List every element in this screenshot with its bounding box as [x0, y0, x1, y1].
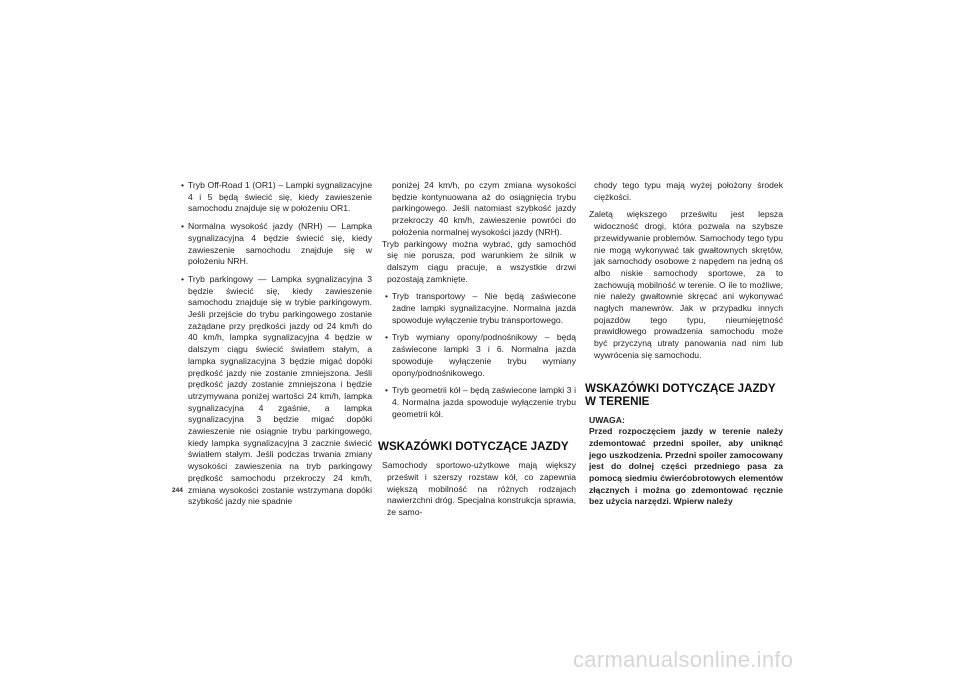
body-paragraph: Zaletą większego prześwitu jest lepsza widoczność drogi, która pozwala na szybsze przewidywanie problemów. Samochody tego typu nie mogą wykonywać tak gwałtownych skrętów, jak samochody osobowe z napędem na jedną oś albo niskie samochody sportowe, za to zachowują mobilność w terenie. O ile to możliwe, nie należy gwałtownie skręcać ani wykonywać nagłych manewrów. Jak w przypadku innych pojazdów tego typu, nieumiejętność prawidłowego prowadzenia samochodu może być przyczyną utraty panowania nad nim lub wywrócenia się samochodu. [589, 209, 783, 360]
list-item-text: Tryb parkingowy — Lampka sygnalizacyjna 3 będzie świecić się, kiedy zawieszenie samochodu znajduje się w trybie parkingowym. Jeśli przejście do trybu parkingowego zostanie zażądane przy prędkości jazdy od 24 km/h do 40 km/h, lampka sygnalizacyjna 4 będzie w dalszym ciągu świecić światłem stałym, a lampka sygnalizacyjna 3 będzie migać dopóki prędkość jazdy nie zostanie zmniejszona. Jeśli prędkość jazdy zostanie zmniejszona i będzie utrzymywana poniżej wartości 24 km/h, lampka sygnalizacyjna 4 zgaśnie, a lampka sygnalizacyjna 3 będzie migać dopóki zawieszenie nie osiągnie trybu parkingowego, kiedy lampka sygnalizacyjna 3 zacznie świecić światłem stałym. Jeśli podczas trwania zmiany wysokości zawieszenia na tryb parkingowy prędkość samochodu przekroczy 24 km/h, zmiana wysokości zostanie wstrzymana dopóki szybkość jazdy nie spadnie [188, 273, 372, 507]
continuation-text: poniżej 24 km/h, po czym zmiana wysokości będzie kontynuowana aż do osiągnięcia trybu parkingowego. Jeśli natomiast szybkość jazdy przekroczy 40 km/h, zawieszenie powróci do położenia normalnej wysokości jazdy (NRH). [392, 180, 576, 237]
bullet: • [385, 291, 389, 302]
bullet: • [181, 273, 185, 284]
list-item [378, 332, 576, 379]
column-left [174, 180, 372, 514]
continuation-text: chody tego typu mają wyżej położony środek ciężkości. [594, 180, 783, 202]
list-item-text: Tryb wymiany opony/podnośnikowy – będą zaświecone lampki 3 i 6. Normalna jazda spowoduje wyłączenie trybu wymiany opony/podnośnikowego. [392, 332, 576, 378]
list-item-text: Normalna wysokość jazdy (NRH) — Lampka sygnalizacyjna 4 będzie świecić się, kiedy zawieszenie samochodu znajduje się w położeniu NRH. [188, 221, 372, 267]
list-item [378, 291, 576, 326]
bullet: • [181, 180, 185, 190]
bullet: • [181, 221, 185, 232]
list-item [174, 180, 372, 215]
section-heading-offroad-tips [585, 382, 783, 408]
column-middle [378, 180, 576, 525]
body-paragraph: Samochody sportowo-użytkowe mają większy prześwit i szerszy rozstaw kół, co zapewnia większą mobilność na różnych rodzajach nawierzchni dróg. Specjalna konstrukcja sprawia, że samo- [382, 460, 576, 518]
column-right [585, 180, 783, 508]
list-item-text: Tryb transportowy – Nie będą zaświecone żadne lampki sygnalizacyjne. Normalna jazda spowoduje wyłączenie trybu transportowego. [392, 291, 576, 325]
bullet: • [385, 332, 389, 343]
bullet: • [385, 385, 389, 396]
heading-line: W TERENIE [585, 394, 650, 408]
note-text: Tryb parkingowy można wybrać, gdy samochód się nie porusza, pod warunkiem że silnik w dalszym ciągu pracuje, a wszystkie drzwi pozostają zamknięte. [382, 238, 576, 284]
list-item [174, 274, 372, 508]
list-item [174, 221, 372, 268]
page-number: 244 [172, 487, 183, 494]
heading-line: WSKAZÓWKI DOTYCZĄCE JAZDY [585, 381, 776, 395]
watermark: carmanualsonline.info [573, 647, 794, 672]
list-item [378, 385, 576, 420]
warning-title: UWAGA: [589, 414, 625, 425]
warning-text: Przed rozpoczęciem jazdy w terenie należy zdemontować przedni spoiler, aby uniknąć jego uszkodzenia. Przedni spoiler zamocowany jest do dolnej części przedniego pasa za pomocą siedmiu ćwierćobrotowych elementów złącznych i można go zdemontować ręcznie bez użycia narzędzi. Wpierw należy [589, 426, 783, 507]
section-heading-driving-tips: WSKAZÓWKI DOTYCZĄCE JAZDY [378, 440, 569, 454]
list-item-text: Tryb geometrii kół – będą zaświecone lampki 3 i 4. Normalna jazda spowoduje wyłączenie trybu geometrii kół. [392, 385, 576, 419]
list-item-text: Tryb Off-Road 1 (OR1) – Lampki sygnalizacyjne 4 i 5 będą świecić się, kiedy zawieszenie samochodu znajduje się w położeniu OR1. [188, 180, 372, 214]
